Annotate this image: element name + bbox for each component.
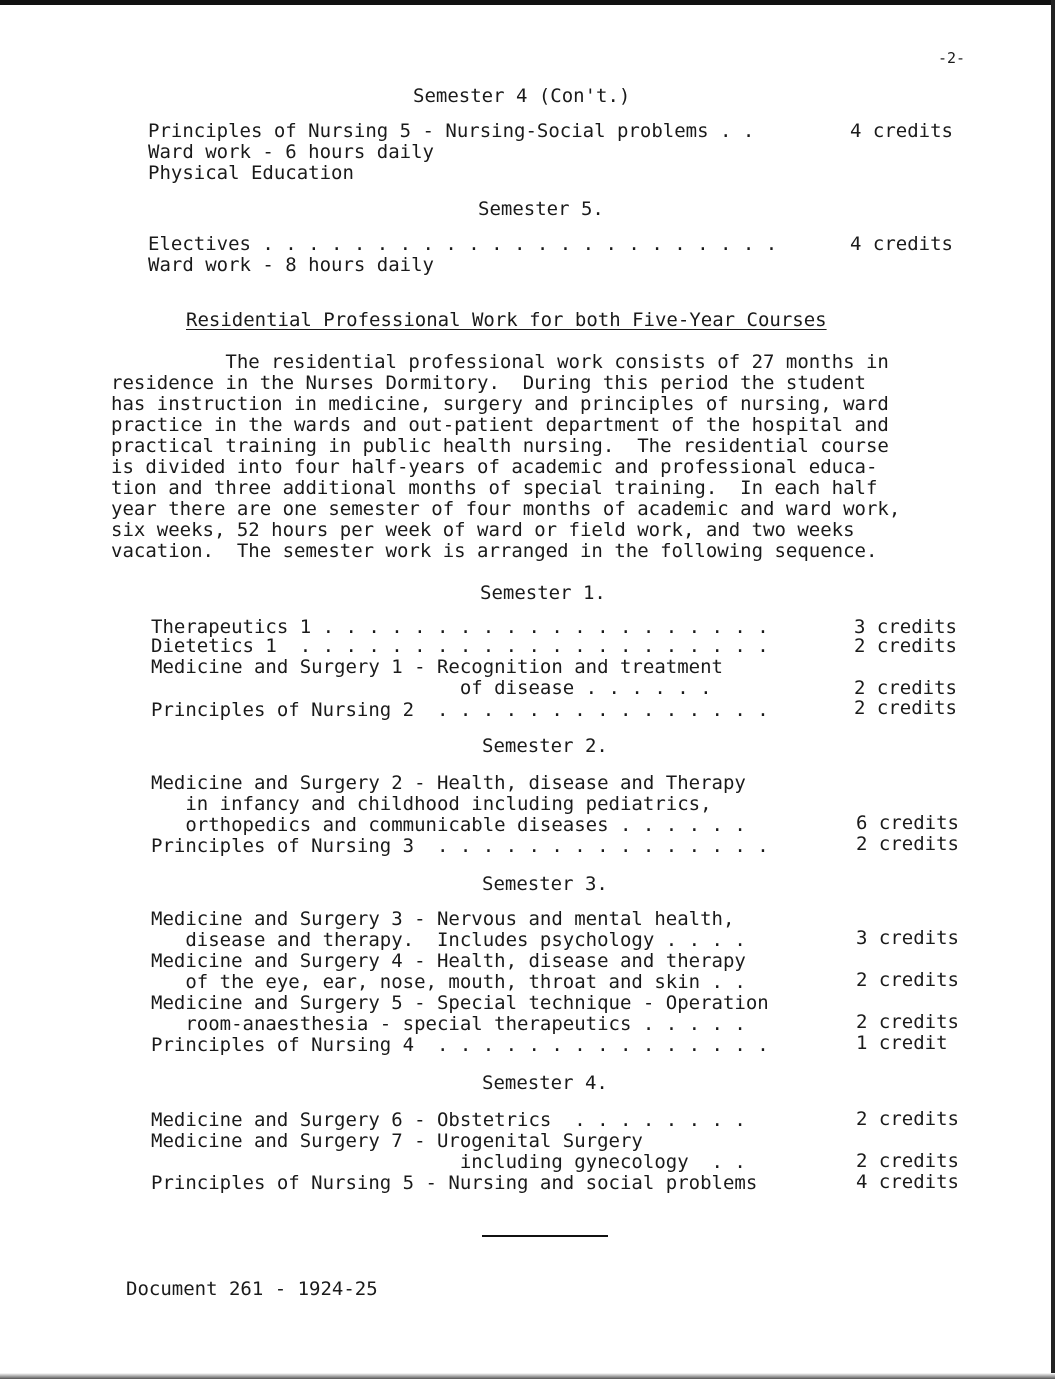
paragraph-line: has instruction in medicine, surgery and principles of nursing, ward: [111, 393, 889, 415]
credits-value: 2 credits: [856, 833, 959, 855]
course-line: Principles of Nursing 5 - Nursing-Social problems . .: [148, 120, 755, 142]
credits-value: 3 credits: [856, 927, 959, 949]
page-number: -2-: [938, 49, 966, 67]
credits-value: 1 credit: [856, 1032, 948, 1054]
paragraph-line: practice in the wards and out-patient department of the hospital and: [111, 414, 889, 436]
course-line: Medicine and Surgery 3 - Nervous and mental health,: [151, 908, 735, 930]
semester-2-heading: Semester 2.: [482, 735, 608, 757]
course-line: Medicine and Surgery 6 - Obstetrics . . . . . . . .: [151, 1109, 746, 1131]
course-line: disease and therapy. Includes psychology . . . .: [151, 929, 746, 951]
divider-rule: [482, 1235, 608, 1237]
credits-value: 6 credits: [856, 812, 959, 834]
credits-value: 2 credits: [854, 635, 957, 657]
credits-value: 2 credits: [856, 1011, 959, 1033]
course-line: Medicine and Surgery 4 - Health, disease and therapy: [151, 950, 746, 972]
paragraph-line: is divided into four half-years of academic and professional educa-: [111, 456, 878, 478]
semester-3-heading: Semester 3.: [482, 873, 608, 895]
semester-5-heading: Semester 5.: [478, 198, 604, 220]
course-line: Electives . . . . . . . . . . . . . . . . . . . . . . .: [148, 233, 778, 255]
paragraph-line: The residential professional work consists of 27 months in: [111, 351, 889, 373]
course-line: Medicine and Surgery 7 - Urogenital Surgery: [151, 1130, 643, 1152]
course-line: Principles of Nursing 2 . . . . . . . . . . . . . . .: [151, 699, 769, 721]
course-line: Principles of Nursing 5 - Nursing and social problems: [151, 1172, 758, 1194]
course-line: Medicine and Surgery 1 - Recognition and treatment: [151, 656, 723, 678]
credits-value: 4 credits: [850, 233, 953, 255]
paragraph-line: practical training in public health nursing. The residential course: [111, 435, 889, 457]
credits-value: 2 credits: [856, 1108, 959, 1130]
credits-value: 2 credits: [856, 1150, 959, 1172]
course-line: Medicine and Surgery 2 - Health, disease and Therapy: [151, 772, 746, 794]
credits-value: 2 credits: [854, 677, 957, 699]
credits-value: 4 credits: [856, 1171, 959, 1193]
semester-1-heading: Semester 1.: [480, 582, 606, 604]
semester-4-heading: Semester 4.: [482, 1072, 608, 1094]
course-line: of disease . . . . . .: [151, 677, 712, 699]
course-line: Physical Education: [148, 162, 354, 184]
paragraph-line: residence in the Nurses Dormitory. During this period the student: [111, 372, 866, 394]
residential-heading: Residential Professional Work for both Five-Year Courses: [186, 309, 827, 331]
credits-value: 2 credits: [856, 969, 959, 991]
paragraph-line: tion and three additional months of special training. In each half: [111, 477, 878, 499]
course-line: Principles of Nursing 3 . . . . . . . . . . . . . . .: [151, 835, 769, 857]
course-line: in infancy and childhood including pediatrics,: [151, 793, 712, 815]
semester-4-cont-heading: Semester 4 (Con't.): [413, 85, 631, 107]
course-line: Ward work - 6 hours daily: [148, 141, 434, 163]
paragraph-line: vacation. The semester work is arranged in the following sequence.: [111, 540, 878, 562]
course-line: Ward work - 8 hours daily: [148, 254, 434, 276]
bottom-border: [0, 1373, 1055, 1379]
course-line: Therapeutics 1 . . . . . . . . . . . . . . . . . . . .: [151, 616, 769, 638]
course-line: Dietetics 1 . . . . . . . . . . . . . . . . . . . . .: [151, 635, 769, 657]
credits-value: 2 credits: [854, 697, 957, 719]
course-line: orthopedics and communicable diseases . . . . . .: [151, 814, 746, 836]
credits-value: 4 credits: [850, 120, 953, 142]
document-footer: Document 261 - 1924-25: [126, 1278, 378, 1300]
paragraph-line: six weeks, 52 hours per week of ward or field work, and two weeks: [111, 519, 855, 541]
course-line: room-anaesthesia - special therapeutics . . . . .: [151, 1013, 746, 1035]
course-line: Medicine and Surgery 5 - Special technique - Operation: [151, 992, 769, 1014]
paragraph-line: year there are one semester of four months of academic and ward work,: [111, 498, 901, 520]
course-line: Principles of Nursing 4 . . . . . . . . . . . . . . .: [151, 1034, 769, 1056]
course-line: of the eye, ear, nose, mouth, throat and skin . .: [151, 971, 746, 993]
right-border: [1051, 0, 1055, 1379]
course-line: including gynecology . .: [151, 1151, 746, 1173]
top-border: [0, 0, 1055, 5]
credits-value: 3 credits: [854, 616, 957, 638]
